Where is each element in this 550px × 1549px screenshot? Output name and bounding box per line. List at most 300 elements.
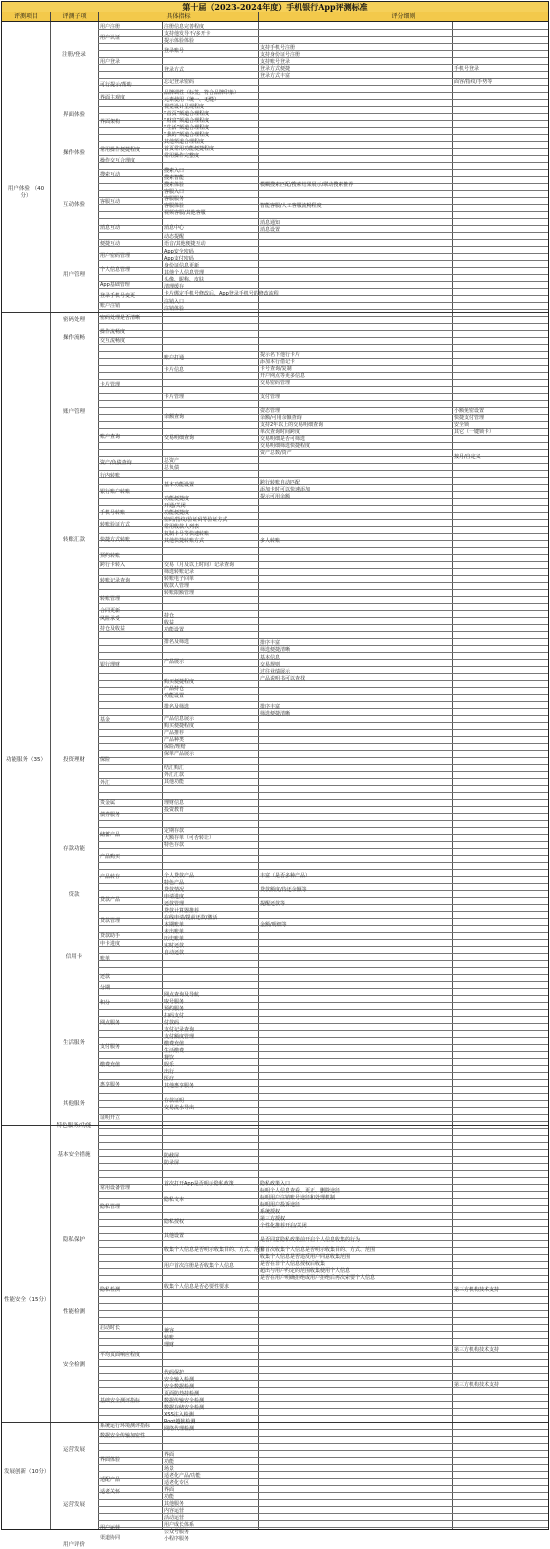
item-label: 可行提示/帮助 xyxy=(100,82,132,88)
indicator-label: 小程序服务 xyxy=(164,1536,190,1542)
detail-label: 超出与用户约定的范围收集使用个人信息 xyxy=(260,1268,351,1274)
item-label: 持仓及收益 xyxy=(100,626,126,632)
indicator-label: 投资教育 xyxy=(164,807,185,813)
indicator-label: 本期账单 xyxy=(164,922,185,928)
item-label: 手机号转账 xyxy=(100,510,126,516)
item-label: 资产/负债查询 xyxy=(100,460,132,466)
detail-label: 筛选便捷清晰 xyxy=(260,711,291,717)
indicator-label: 搜索智能 xyxy=(164,175,185,181)
category-label: 用户体验 （40分） xyxy=(7,186,45,199)
indicator-label: 界面 xyxy=(164,1487,175,1493)
indicator-label: 功能便捷度 xyxy=(164,510,190,516)
item-label: 跨行卡转入 xyxy=(100,562,126,568)
item-label: 消息互动 xyxy=(100,225,121,231)
indicator-label: 卡片管理 xyxy=(164,394,185,400)
row-divider xyxy=(98,1317,548,1318)
score-label: 手机号登录 xyxy=(454,66,480,72)
detail-label: 金额/明细等 xyxy=(260,922,287,928)
row-divider xyxy=(98,1359,548,1360)
subcategory-label: 运营发展 xyxy=(62,1447,85,1453)
indicator-label: 功能 xyxy=(164,1459,175,1465)
row-divider xyxy=(98,1128,548,1129)
item-label: 产品转存 xyxy=(100,874,121,880)
indicator-label: 实时还款 xyxy=(164,943,185,949)
indicator-label: 保单产品展示 xyxy=(164,751,195,757)
score-label: 第三方机构技术支持 xyxy=(454,1287,500,1293)
row-divider xyxy=(98,1310,548,1311)
detail-label: 支持账号登录 xyxy=(260,59,291,65)
item-label: 用户登录 xyxy=(100,59,121,65)
subcategory-label: 界面体验 xyxy=(62,112,85,118)
header-subitem: 评测子项 xyxy=(50,12,98,21)
item-label: 积分 xyxy=(100,1000,111,1006)
indicator-label: 其他惠享服务 xyxy=(164,1083,195,1089)
row-divider xyxy=(98,1450,548,1451)
row-divider xyxy=(98,1142,548,1143)
item-label: 登录手机号变更 xyxy=(100,293,136,299)
subcategory-label: 基本安全措施 xyxy=(57,1152,91,1158)
item-label: 基础安全测评指标 xyxy=(100,1398,141,1404)
row-divider xyxy=(98,85,548,86)
detail-label: 系统授权 xyxy=(260,1209,281,1215)
row-divider xyxy=(98,820,548,821)
subcategory-label: 其他服务 xyxy=(62,1101,85,1107)
detail-label: 提示可用余额 xyxy=(260,494,291,500)
detail-label: 基本信息 xyxy=(260,655,281,661)
subcategory-label: 注册/登录 xyxy=(62,52,86,58)
indicator-label: 交易流水导出 xyxy=(164,1105,195,1111)
indicator-label: 基本功能设置 xyxy=(164,482,195,488)
subcategory-label: 账户管理 xyxy=(62,409,85,415)
category-label: 发展创新（10分） xyxy=(4,1469,50,1475)
indicator-label: 存款证明 xyxy=(164,1098,185,1104)
detail-label: 排序丰富 xyxy=(260,704,281,710)
indicator-label: 出行 xyxy=(164,1069,175,1075)
indicator-label: 未出账单 xyxy=(164,929,185,935)
category-label: 性能安全（15分） xyxy=(4,1297,50,1303)
detail-label: 贷款额度/待还余额等 xyxy=(260,887,307,893)
row-divider xyxy=(98,344,548,345)
section-divider xyxy=(2,312,548,313)
item-label: 隐私检测 xyxy=(100,1287,121,1293)
indicator-label: 语音/其他便捷互动 xyxy=(164,241,206,247)
indicator-label: 其他设置 xyxy=(164,1233,185,1239)
indicator-label: 适老化产品/功能 xyxy=(164,1473,201,1479)
item-label: 账户查询 xyxy=(100,434,121,440)
indicator-label: 收款人管理 xyxy=(164,583,190,589)
indicator-label: 视频客服/其他客服 xyxy=(164,210,206,216)
item-label: 用户认证 xyxy=(100,35,121,41)
indicator-label: 其他服务 xyxy=(164,1501,185,1507)
indicator-label: 卡片信息 xyxy=(164,367,185,373)
indicator-label: 数据传输安全检测 xyxy=(164,1398,205,1404)
detail-label: 卡号查询/复制 xyxy=(260,366,292,372)
subcategory-label: 转账汇款 xyxy=(62,537,85,543)
indicator-label: 公众号服务 xyxy=(164,1529,190,1535)
score-label: 面容/指纹/手势等 xyxy=(454,79,493,85)
detail-label: 标明个人信息查看、更正、删除途径 xyxy=(260,1188,341,1194)
header-scoring: 评分细则 xyxy=(258,12,548,21)
row-divider xyxy=(98,323,548,324)
item-label: 证明开立 xyxy=(100,1115,121,1121)
row-divider xyxy=(98,1324,548,1325)
item-label: 申卡进度 xyxy=(100,941,121,947)
detail-label: 单次查询时间跨度 xyxy=(260,429,301,435)
row-divider xyxy=(98,974,548,975)
row-divider xyxy=(98,757,548,758)
indicator-label: “我的”频道合理程度 xyxy=(164,132,210,138)
item-label: 债券服务 xyxy=(100,812,121,818)
row-divider xyxy=(98,477,548,478)
row-divider xyxy=(98,1177,548,1178)
indicator-label: 客服入口 xyxy=(164,189,185,195)
indicator-label: 功能便捷度 xyxy=(164,496,190,502)
indicator-label: Root越狱检测 xyxy=(164,1419,196,1425)
indicator-label: 在线申请/提前还款/激活 xyxy=(164,915,218,921)
indicator-label: 娱乐 xyxy=(164,1062,175,1068)
row-divider xyxy=(98,813,548,814)
item-label: 界面体验 xyxy=(100,1457,121,1463)
indicator-label: 视觉设计呈现程度 xyxy=(164,104,205,110)
sheet-title: 第十届（2023-2024年度）手机银行App评测标准 xyxy=(2,2,548,12)
subcategory-label: 互动体验 xyxy=(62,202,85,208)
indicator-label: 贷款计算器推荐 xyxy=(164,908,200,914)
row-divider xyxy=(98,547,548,548)
indicator-label: 餐饮 xyxy=(164,1055,175,1061)
detail-label: 消息通知 xyxy=(260,220,281,226)
subcategory-label: 性能检测 xyxy=(62,1309,85,1315)
item-label: 惠享服务 xyxy=(100,1082,121,1088)
detail-label: 支持2年以上的交易明细查询 xyxy=(260,422,324,428)
item-label: 常用操作便捷程度 xyxy=(100,147,141,153)
indicator-label: 安全数据检测 xyxy=(164,1384,195,1390)
row-divider xyxy=(98,869,548,870)
subcategory-label: 投资理财 xyxy=(62,757,85,763)
indicator-label: 其他功能 xyxy=(164,779,185,785)
row-divider xyxy=(98,162,548,163)
item-label: 储蓄产品 xyxy=(100,832,121,838)
item-label: 启动时长 xyxy=(100,1325,121,1331)
detail-label: 标明用户投诉途径 xyxy=(260,1202,301,1208)
indicator-label: 忘记登录密码 xyxy=(164,79,195,85)
item-label: 贵金属 xyxy=(100,800,116,806)
detail-label: 筛选便捷清晰 xyxy=(260,647,291,653)
subcategory-label: 特色服务/功能 xyxy=(56,1123,92,1129)
indicator-label: 常用操作完整度 xyxy=(164,153,200,159)
item-label: 适配产品 xyxy=(100,1477,121,1483)
indicator-label: 登录方式 xyxy=(164,67,185,73)
row-divider xyxy=(98,596,548,597)
row-divider xyxy=(98,981,548,982)
subcategory-label: 操作体验 xyxy=(62,150,85,156)
detail-label: 交易规则 xyxy=(260,662,281,668)
detail-label: 智能客服/人工客服流畅程度 xyxy=(260,203,322,209)
indicator-label: 活动运营 xyxy=(164,1515,185,1521)
evaluation-sheet xyxy=(1,1,549,1548)
detail-label: 开户网点等更多信息 xyxy=(260,373,306,379)
item-label: 数据安全传输加密性 xyxy=(100,1433,146,1439)
indicator-label: 功能设置 xyxy=(164,693,185,699)
subcategory-label: 隐私保护 xyxy=(62,1237,85,1243)
row-divider xyxy=(98,1135,548,1136)
indicator-label: 其他快捷转账方式 xyxy=(164,538,205,544)
indicator-label: 收集个人信息是否必要性要求 xyxy=(164,1284,230,1290)
item-label: 账单 xyxy=(100,956,111,962)
detail-label: 提示名下他行卡片 xyxy=(260,352,301,358)
row-divider xyxy=(98,400,548,401)
row-divider xyxy=(98,1366,548,1367)
indicator-label: 卡片绑定手机号修改后，App登录手机号的修改流程 xyxy=(164,291,279,297)
item-label: 转账记录查询 xyxy=(100,578,131,584)
indicator-label: 提示体验体验 xyxy=(164,38,195,44)
indicator-label: 首次打开App是否明示隐私政策 xyxy=(164,1181,234,1187)
indicator-label: 用户首次注册是否收集个人信息 xyxy=(164,1263,235,1269)
indicator-label: 隐私文本 xyxy=(164,1197,185,1203)
row-divider xyxy=(98,316,548,317)
indicator-label: 收集个人信息是否明示收集目的、方式、范围 xyxy=(164,1247,265,1253)
indicator-label: 理财信息 xyxy=(164,800,185,806)
indicator-label: 特色存款 xyxy=(164,842,185,848)
indicator-label: 注销体验 xyxy=(164,306,185,312)
detail-label: 支持手机号注册 xyxy=(260,45,296,51)
header-row xyxy=(2,12,548,22)
row-divider xyxy=(98,960,548,961)
detail-label: 姿态管理 xyxy=(260,408,281,414)
item-label: 界面主观度 xyxy=(100,95,126,101)
detail-label: 是否在用户明确拒绝或用户拒绝后再次索要个人信息 xyxy=(260,1275,376,1281)
item-label: 用户注册 xyxy=(100,24,121,30)
item-label: 系统运行环境测评指标 xyxy=(100,1423,151,1429)
indicator-label: 医疗 xyxy=(164,1076,175,1082)
subcategory-label: 生活服务 xyxy=(62,1040,85,1046)
indicator-label: 还款管理 xyxy=(164,901,185,907)
item-label: 适老关怀 xyxy=(100,1489,121,1495)
row-divider xyxy=(98,1303,548,1304)
indicator-label: 常用收款人列表 xyxy=(164,524,200,530)
indicator-label: App安全密码 xyxy=(164,249,194,255)
indicator-label: 交易明细查询 xyxy=(164,435,195,441)
indicator-label: 缴费充值 xyxy=(164,1041,185,1047)
indicator-label: 适老化专区 xyxy=(164,1480,190,1486)
score-label: 小额免密设置 xyxy=(454,408,485,414)
indicator-label: 理财 xyxy=(164,1342,175,1348)
indicator-label: 元素使用（统一、无缝） xyxy=(164,97,220,103)
item-label: 平均页面响应程度 xyxy=(100,1352,141,1358)
item-label: 预约转账 xyxy=(100,553,121,559)
item-label: 客服互动 xyxy=(100,199,121,205)
indicator-label: 用户成长体系 xyxy=(164,1522,195,1528)
item-label: 支付服务 xyxy=(100,1044,121,1050)
row-divider xyxy=(98,1121,548,1122)
indicator-label: “生活”频道合理程度 xyxy=(164,125,210,131)
item-label: 密码处理是否清晰 xyxy=(100,315,141,321)
indicator-label: 自动还款 xyxy=(164,950,185,956)
row-divider xyxy=(98,967,548,968)
item-label: 保险 xyxy=(100,757,111,763)
indicator-label: 隐私授权 xyxy=(164,1219,185,1225)
score-label: 按月/自定义 xyxy=(454,454,481,460)
subcategory-label: 用户评价 xyxy=(62,1542,85,1548)
indicator-label: 筛选转账记录 xyxy=(164,569,195,575)
indicator-label: 收益 xyxy=(164,620,175,626)
subcategory-label: 信用卡 xyxy=(65,954,83,960)
indicator-label: 功能 xyxy=(164,1494,175,1500)
item-label: 分期 xyxy=(100,985,111,991)
row-divider xyxy=(98,554,548,555)
subcategory-label: 运营发展 xyxy=(62,1502,85,1508)
row-divider xyxy=(98,386,548,387)
indicator-label: 页面防劫持检测 xyxy=(164,1391,200,1397)
indicator-label: 其他个人信息管理 xyxy=(164,270,205,276)
row-divider xyxy=(98,1093,548,1094)
indicator-label: 总资产 xyxy=(164,458,180,464)
item-label: 贷款助手 xyxy=(100,933,121,939)
indicator-label: 身份证信息更新 xyxy=(164,263,200,269)
row-divider xyxy=(98,1149,548,1150)
indicator-label: 申请进度 xyxy=(164,894,185,900)
detail-label: 登录方式丰富 xyxy=(260,73,291,79)
row-divider xyxy=(98,1282,548,1283)
indicator-label: 产品展示 xyxy=(164,659,185,665)
indicator-label: 大额存单（可否转让） xyxy=(164,835,215,841)
row-divider xyxy=(98,603,548,604)
detail-label: 资产总数/资产 xyxy=(260,450,292,456)
indicator-label: 网络代理检测 xyxy=(164,1426,195,1432)
indicator-label: 数据存储安全检测 xyxy=(164,1405,205,1411)
score-label: 其它（一键锁卡） xyxy=(454,429,495,435)
item-label: 行内转账 xyxy=(100,473,121,479)
item-label: 产品购买 xyxy=(100,854,121,860)
detail-label: 支付管理 xyxy=(260,394,281,400)
score-label: 安全锁 xyxy=(454,422,470,428)
indicator-label: 界面 xyxy=(164,1452,175,1458)
score-label: 快捷支付管理 xyxy=(454,415,485,421)
subcategory-label: 贷款 xyxy=(68,892,80,898)
indicator-label: 购买便捷程度 xyxy=(164,723,195,729)
detail-label: 隐私政策入口 xyxy=(260,1181,291,1187)
detail-label: 个性化推荐开启/关闭 xyxy=(260,1223,307,1229)
indicator-label: 产品持仓 xyxy=(164,686,185,692)
indicator-label: 头像、昵称、皮肤 xyxy=(164,277,205,283)
indicator-label: 其他频道合理程度 xyxy=(164,139,205,145)
row-divider xyxy=(98,1170,548,1171)
indicator-label: 消息中心 xyxy=(164,225,185,231)
item-label: 基金 xyxy=(100,717,111,723)
header-project: 评测项目 xyxy=(13,13,38,20)
detail-label: 提醒还款等 xyxy=(260,901,286,907)
detail-label: 余额/可用余额查询 xyxy=(260,415,302,421)
row-divider xyxy=(98,1436,548,1437)
indicator-label: 注册信息完善程度 xyxy=(164,24,205,30)
subcategory-label: 安全检测 xyxy=(62,1362,85,1368)
indicator-label: 代码保护 xyxy=(164,1370,185,1376)
detail-label: 收集个人信息是否违反用户同意收集范围 xyxy=(260,1254,351,1260)
category-label: 功能服务（35） xyxy=(6,757,46,763)
item-label: 界面架构 xyxy=(100,119,121,125)
item-label: 用户密码管理 xyxy=(100,253,131,259)
indicator-label: 排名及筛选 xyxy=(164,704,190,710)
indicator-label: 特色产品 xyxy=(164,880,185,886)
indicator-label: 登录账号 xyxy=(164,48,185,54)
indicator-label: 付款码 xyxy=(164,1020,180,1026)
detail-label: 模糊搜索匹配/搜索结果展示/联动搜索推荐 xyxy=(260,182,354,188)
indicator-label: 贷款情况 xyxy=(164,887,185,893)
indicator-label: 客服服务 xyxy=(164,196,185,202)
row-divider xyxy=(98,337,548,338)
detail-label: 是否在非个人信息授权后收集 xyxy=(260,1261,326,1267)
row-divider xyxy=(98,988,548,989)
indicator-label: 总负债 xyxy=(164,465,180,471)
item-label: 用户运营 xyxy=(100,1525,121,1531)
item-label: 个人信息管理 xyxy=(100,267,131,273)
indicator-label: 搜索入口 xyxy=(164,168,185,174)
indicator-label: 场景 xyxy=(164,1466,175,1472)
detail-label: 产品说明书可以查找 xyxy=(260,676,306,682)
indicator-label: 转账限额管理 xyxy=(164,590,195,596)
indicator-label: XSS注入检测 xyxy=(164,1412,194,1418)
indicator-label: 支持他发导不/多开卡 xyxy=(164,31,211,37)
indicator-label: 账户打通 xyxy=(164,355,185,361)
indicator-label: 内容运营 xyxy=(164,1508,185,1514)
row-divider xyxy=(98,862,548,863)
row-divider xyxy=(98,1296,548,1297)
indicator-label: 密码/指纹/验证码等验证方式 xyxy=(164,517,228,523)
indicator-label: 持仓 xyxy=(164,613,175,619)
indicator-label: 余额查询 xyxy=(164,414,185,420)
header-indicator: 具体指标 xyxy=(98,12,258,21)
indicator-label: 动态提醒 xyxy=(164,234,185,240)
detail-label: 交易密码管理 xyxy=(260,380,291,386)
item-label: 风险承受 xyxy=(100,616,121,622)
item-label: 合同更新 xyxy=(100,608,121,614)
detail-label: 是否同意隐私政策前开启个人信息收集的行为 xyxy=(260,1237,361,1243)
indicator-label: “财富”频道合理程度 xyxy=(164,118,210,124)
row-divider xyxy=(98,792,548,793)
row-divider xyxy=(98,701,548,702)
item-label: 贷款管理 xyxy=(100,918,121,924)
row-divider xyxy=(98,610,548,611)
section-divider xyxy=(2,1422,548,1423)
score-label: 第三方机构技术支持 xyxy=(454,1347,500,1353)
detail-label: 支持身份证号注册 xyxy=(260,52,301,58)
detail-label: 跨行转账自动匹配 xyxy=(260,480,301,486)
detail-label: 丰富（是否多种产品） xyxy=(260,873,311,879)
item-label: 贷款产品 xyxy=(100,897,121,903)
row-divider xyxy=(98,330,548,331)
detail-label: 非首次收集个人信息是否明示收集目的、方式、范围 xyxy=(260,1247,376,1253)
indicator-label: 品牌调性（标签，符合品牌印象） xyxy=(164,90,240,96)
indicator-label: 清理缓存 xyxy=(164,284,185,290)
row-divider xyxy=(98,1114,548,1115)
indicator-label: 保险/理赔 xyxy=(164,744,186,750)
indicator-label: 安全输入检测 xyxy=(164,1377,195,1383)
item-label: 转账管理 xyxy=(100,596,121,602)
detail-label: 过往业绩展示 xyxy=(260,669,291,675)
indicator-label: 兼容 xyxy=(164,1328,175,1334)
indicator-label: 扫码支付 xyxy=(164,1013,185,1019)
item-label: 账户注销 xyxy=(100,303,121,309)
indicator-label: 支付额度管理 xyxy=(164,1034,195,1040)
indicator-label: 生活缴费 xyxy=(164,1048,185,1054)
item-label: 常用设备管理 xyxy=(100,1185,131,1191)
item-label: 外汇 xyxy=(100,780,111,786)
indicator-label: 防录屏 xyxy=(164,1160,180,1166)
indicator-label: 客服体验 xyxy=(164,203,185,209)
table-body xyxy=(2,22,548,1548)
detail-label: 交易明细是否可筛选 xyxy=(260,436,306,442)
row-divider xyxy=(98,1443,548,1444)
indicator-label: 首页常用功能便捷程度 xyxy=(164,146,215,152)
